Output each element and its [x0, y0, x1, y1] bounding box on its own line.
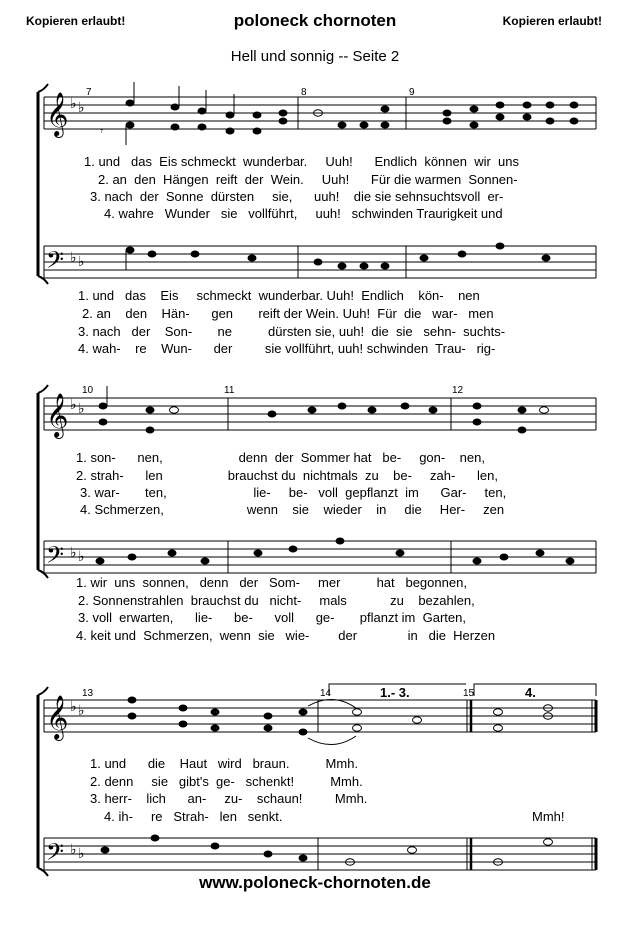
flat-icon: ♭ [78, 401, 85, 417]
flat-icon: ♭ [78, 100, 85, 116]
page-subtitle: Hell und sonnig -- Seite 2 [230, 48, 400, 65]
bass-clef-icon: 𝄢 [46, 838, 65, 871]
lyric-line: 4. Schmerzen, wenn sie wieder in die Her- zen [80, 502, 505, 517]
lyric-line: 4. keit und Schmerzen, wenn sie wie- der in die Herzen [76, 628, 496, 643]
volta-first-ending: 1.- 3. [380, 685, 410, 700]
svg-text:𝄾: 𝄾 [100, 124, 104, 138]
flat-icon: ♭ [70, 699, 77, 715]
bass-staff-2 [44, 541, 596, 573]
flat-icon: ♭ [70, 250, 77, 266]
measure-number: 14 [320, 688, 332, 699]
lyric-line: 1. und das Eis schmeckt wunderbar. Uuh! Endlich kön- nen [78, 288, 480, 303]
lyric-line: 2. an den Hängen reift der Wein. Uuh! Für die warmen Sonnen- [98, 172, 518, 187]
treble-staff-3 [44, 700, 596, 732]
measure-number: 11 [224, 385, 235, 396]
measure-number: 12 [452, 385, 464, 396]
lyric-line: 1. son- nen, denn der Sommer hat be- gon- nen, [76, 450, 485, 465]
system-3 [38, 684, 596, 876]
measure-number: 8 [301, 87, 307, 98]
measure-number: 10 [82, 385, 94, 396]
website-footer: www.poloneck-chornoten.de [199, 873, 431, 892]
flat-icon: ♭ [70, 96, 77, 112]
lyric-line: 3. herr- lich an- zu- schaun! Mmh. [90, 791, 368, 806]
lyric-line: 4. ih- re Strah- len senkt. [104, 809, 283, 824]
lyric-line: 2. an den Hän- gen reift der Wein. Uuh! Für die war- men [82, 306, 494, 321]
flat-icon: ♭ [78, 846, 85, 862]
lyric-line: 2. Sonnenstrahlen brauchst du nicht- mals zu bezahlen, [78, 593, 475, 608]
bass-notes-3 [101, 835, 553, 865]
lyric-line: 3. nach der Sonne dürsten sie, uuh! die sie sehnsuchtsvoll er- [90, 189, 504, 204]
volta-second-ending: 4. [525, 685, 536, 700]
system-2 [38, 385, 596, 643]
lyric-line: 3. nach der Son- ne dürsten sie, uuh! die sie sehn- suchts- [78, 324, 506, 339]
bass-notes-1 [126, 243, 550, 270]
measure-number: 9 [409, 87, 415, 98]
lyric-line: 4. wahre Wunder sie vollführt, uuh! schwinden Traurigkeit und [104, 206, 503, 221]
lyric-line: 1. wir uns sonnen, denn der Som- mer hat begonnen, [76, 575, 467, 590]
treble-clef-icon: 𝄞 [46, 393, 69, 437]
measure-number: 15 [463, 688, 475, 699]
lyric-line: 4. wah- re Wun- der sie vollführt, uuh! schwinden Trau- rig- [78, 341, 496, 356]
lyric-final-word: Mmh! [532, 809, 565, 824]
treble-clef-icon: 𝄞 [46, 92, 69, 136]
lyric-line: 2. strah- len brauchst du nichtmals zu be- zah- len, [76, 468, 498, 483]
measure-number: 13 [82, 688, 94, 699]
publisher-title: poloneck chornoten [233, 11, 397, 30]
measure-number: 7 [86, 87, 92, 98]
flat-icon: ♭ [78, 254, 85, 270]
lyric-line: 3. war- ten, lie- be- voll gepflanzt im Gar- ten, [80, 485, 507, 500]
flat-icon: ♭ [78, 549, 85, 565]
treble-notes-3 [128, 697, 553, 745]
flat-icon: ♭ [70, 842, 77, 858]
bass-notes-2 [96, 538, 574, 564]
treble-notes-2 [99, 386, 549, 433]
treble-staff-2 [44, 398, 596, 430]
system-1 [38, 82, 596, 356]
bass-clef-icon: 𝄢 [46, 541, 65, 574]
copy-allowed-right: Kopieren erlaubt! [502, 14, 602, 28]
lyric-line: 1. und die Haut wird braun. Mmh. [90, 756, 359, 771]
lyric-line: 1. und das Eis schmeckt wunderbar. Uuh! Endlich können wir uns [84, 154, 519, 169]
flat-icon: ♭ [70, 397, 77, 413]
lyric-line: 3. voll erwarten, lie- be- voll ge- pflanzt im Garten, [78, 610, 466, 625]
bass-clef-icon: 𝄢 [46, 246, 65, 279]
copy-allowed-left: Kopieren erlaubt! [26, 14, 126, 28]
flat-icon: ♭ [78, 703, 85, 719]
lyric-line: 2. denn sie gibt's ge- schenkt! Mmh. [90, 774, 363, 789]
flat-icon: ♭ [70, 545, 77, 561]
treble-clef-icon: 𝄞 [46, 695, 69, 739]
bass-staff-3 [44, 838, 596, 870]
